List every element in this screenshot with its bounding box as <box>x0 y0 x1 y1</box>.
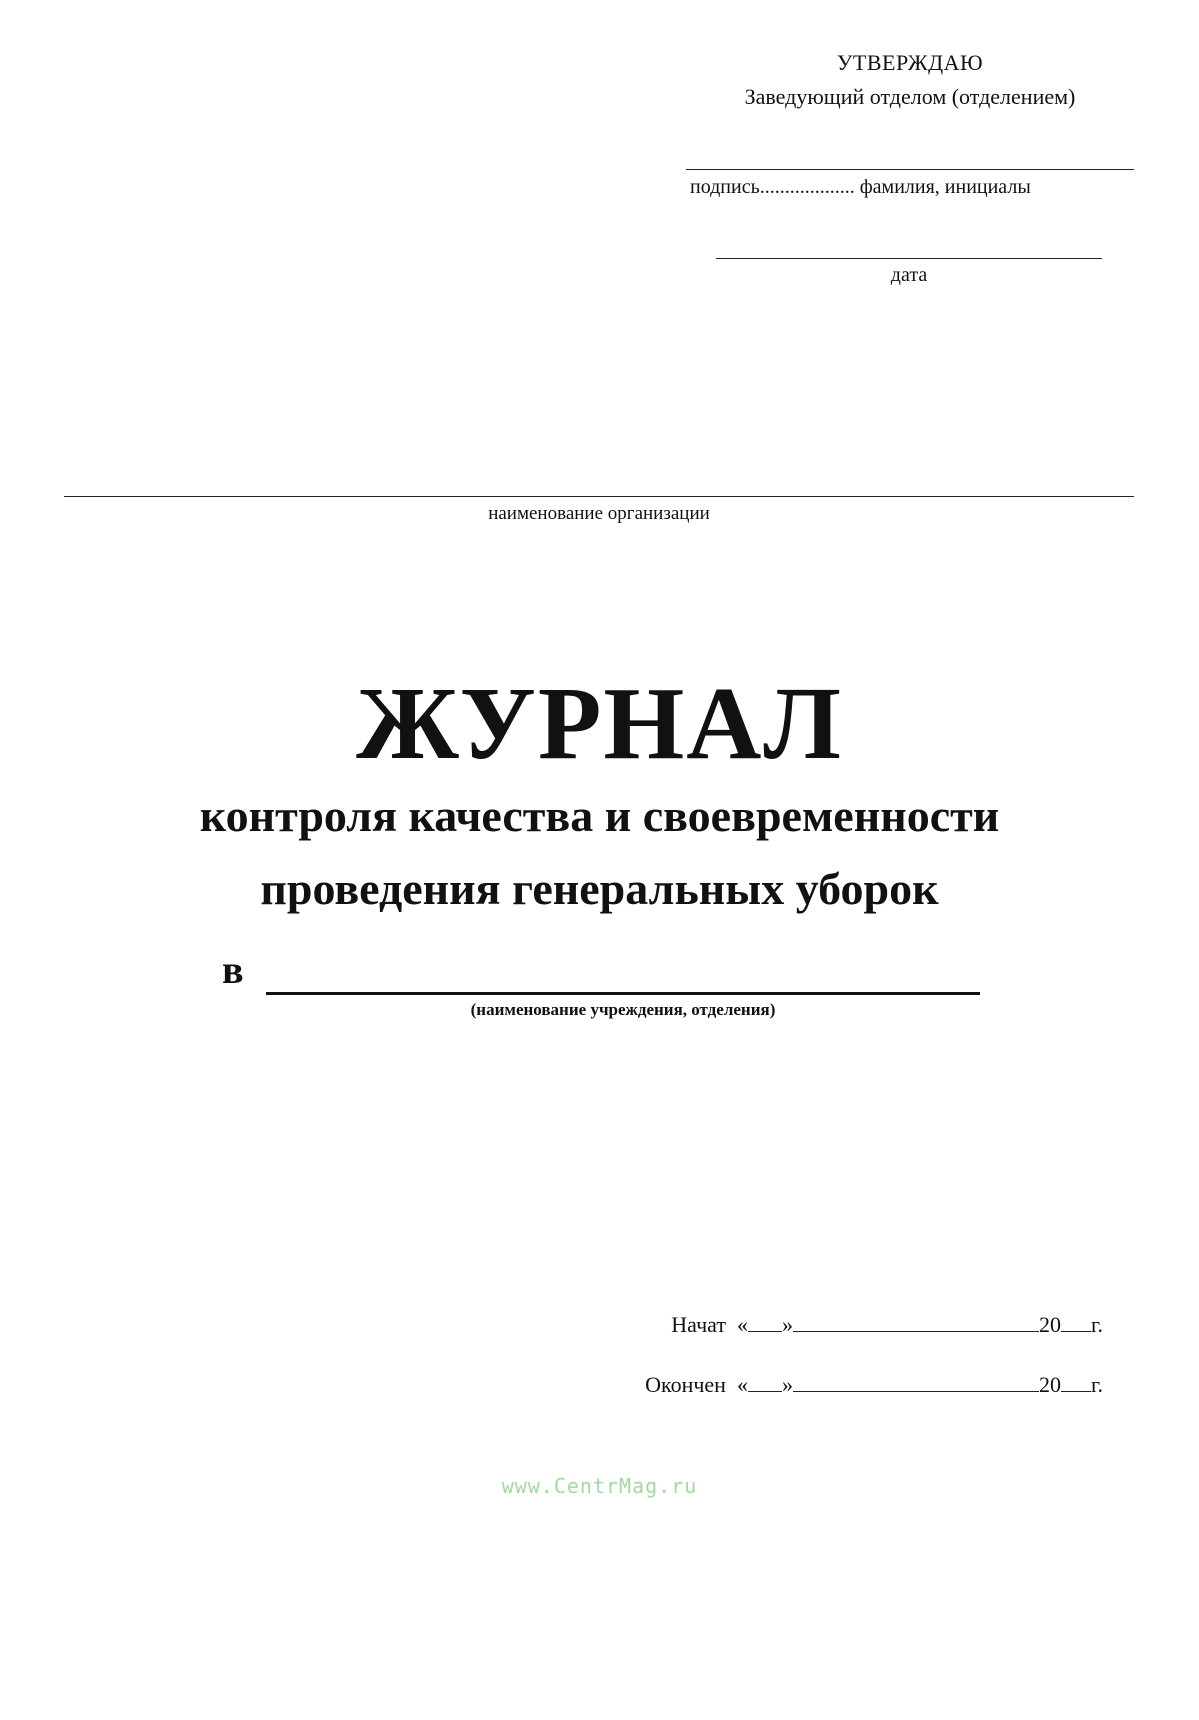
institution-prefix: в <box>222 947 244 992</box>
end-label: Окончен <box>645 1372 726 1397</box>
start-year-prefix: 20 <box>1038 1312 1061 1337</box>
journal-subtitle-line-1: контроля качества и своевременности <box>199 790 1000 841</box>
approval-title: УТВЕРЖДАЮ <box>836 50 984 75</box>
end-day-blank <box>748 1373 782 1392</box>
signature-line <box>686 169 1134 170</box>
date-line <box>716 258 1102 259</box>
journal-subtitle-line-2: проведения генеральных уборок <box>260 863 939 914</box>
start-open-quote: « <box>736 1312 748 1337</box>
institution-caption: (наименование учреждения, отделения) <box>470 1000 776 1019</box>
start-close-quote: » <box>781 1312 793 1337</box>
signature-caption: подпись................... фамилия, инициалы <box>690 176 1031 198</box>
end-month-blank <box>793 1373 1039 1392</box>
end-close-quote: » <box>781 1372 793 1397</box>
start-day-blank <box>748 1313 782 1332</box>
watermark-text: www.CentrMag.ru <box>501 1474 698 1498</box>
end-year-suffix: г. <box>1090 1372 1103 1397</box>
end-open-quote: « <box>736 1372 748 1397</box>
start-label: Начат <box>671 1312 726 1337</box>
date-caption: дата <box>890 264 928 286</box>
journal-title: ЖУРНАЛ <box>356 666 843 781</box>
end-date-row <box>645 1372 1103 1398</box>
organization-line <box>64 496 1134 497</box>
end-year-blank <box>1061 1373 1091 1392</box>
organization-caption: наименование организации <box>488 503 710 524</box>
start-month-blank <box>793 1313 1039 1332</box>
approval-position: Заведующий отделом (отделением) <box>744 84 1076 109</box>
end-year-prefix: 20 <box>1038 1372 1061 1397</box>
start-year-suffix: г. <box>1090 1312 1103 1337</box>
start-date-row <box>671 1312 1103 1338</box>
start-year-blank <box>1061 1313 1091 1332</box>
institution-line <box>266 992 980 995</box>
